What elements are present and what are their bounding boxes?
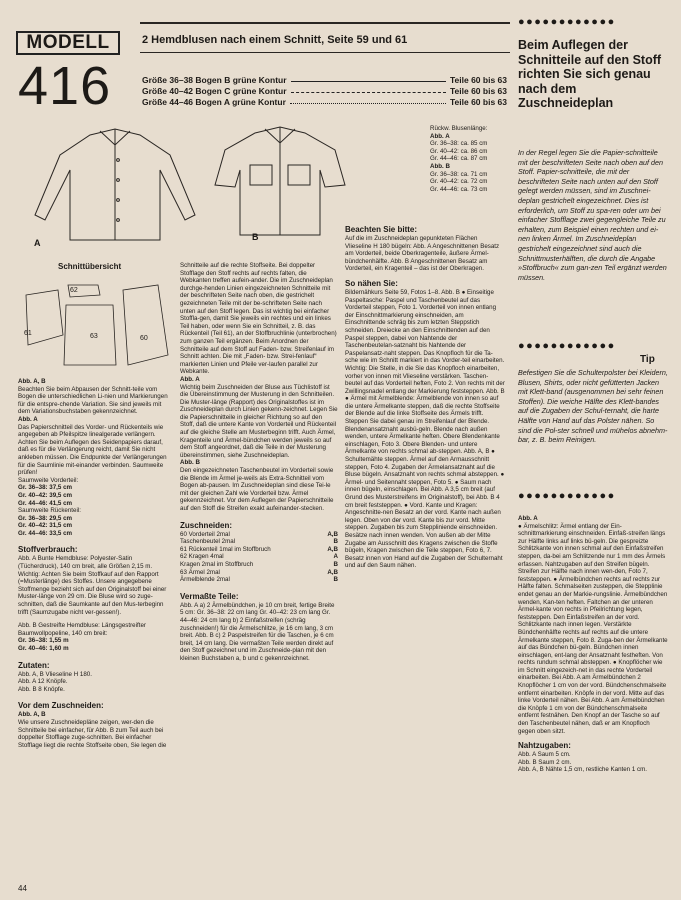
col4-naht-item: Abb. A, B Nähte 1,5 cm, restliche Kanten 1 cm. (518, 766, 647, 774)
col1-stoff-heading: Stoffverbrauch: (18, 545, 78, 555)
back-length-item: Gr. 40–42: ca. 86 cm (430, 147, 488, 155)
zus-text: 61 Rückenteil 1mal im Stoffbruch (180, 545, 271, 553)
back-length-item: Gr. 36–38: ca. 85 cm (430, 140, 488, 148)
size-label: Größe 36–38 Bogen B grüne Kontur (142, 75, 287, 85)
page-number: 44 (18, 884, 27, 893)
col1-vor-heading: Vor dem Zuschneiden: (18, 701, 104, 711)
col2-text (180, 262, 338, 663)
back-length-item: Gr. 44–46: ca. 73 cm (430, 185, 488, 193)
col2-p3: Den eingezeichneten Taschenbeutel im Vorderteil sowie die Blende im Ärmel je-weils als Extra-Schnitteil vom Bogen ab-pausen. Im Zuschneideplan sind diese Tei-le mit der gleichen Zahl wie Vorderteil bzw. Ärmel gekennzeichnet. Vor dem Auflegen der Papierschnitteile auf den Stoff die Streifen exakt aufeinander-stecken. (180, 467, 334, 512)
dot-row-mid: ●●●●●●●●●●●● (518, 340, 616, 352)
size-row (142, 97, 507, 108)
col1-vor-abb: Abb. A, B (18, 711, 46, 719)
col4-naht-item: Abb. A Saum 5 cm. (518, 751, 571, 759)
size-label: Größe 40–42 Bogen C grüne Kontur (142, 86, 287, 96)
size-row (142, 75, 507, 86)
col1-v-value: Gr. 40–42: 39,5 cm (18, 491, 73, 499)
back-length-item: Abb. A (430, 132, 450, 140)
zus-row (180, 553, 338, 561)
zus-variant: A,B (327, 568, 338, 576)
col4-text (518, 515, 668, 774)
col2-abb-a: Abb. A (180, 375, 200, 383)
title-rule-2 (140, 52, 510, 53)
zus-text: 60 Vorderteil 2mal (180, 530, 230, 538)
col4-body: ● Ärmelschlitz: Ärmel entlang der Ein-schnittmarkierung einschneiden. Einfaß-streifen längs zur Hälfte links auf links bü-geln. Die gespreizte Schlitzkante von innen schmal auf den Einfaßstreifen steppen, da-bei am Schlitzende nur 1 mm des Ärmels erfassen. Nahtzugaben auf den Streifen bügeln. Streifen zur Hälfte nach innen wen-den, Foto 7, feststeppen. ● Ärmelbündchen rechts auf rechts zur Hälfte falten. Schmalseiten zusteppen, die Stepplinie endet genau an der Markie-rungslinie. Ärmelbündchen wenden, Kan-ten heften. Faltchen an der unteren Ärmel-kante von rechts in Pfeilrichtung legen, feststeppen. Den Einfaßstreifen an der vord. Schlitzkante nach innen legen. Verstärkte Bündchenhälfte rechts auf rechts auf die untere Ärmelkante steppen, Foto 8. Zuga-ben der Ärmelkante auf das Bündchen bü-geln. Bündchen innen einschlagen, ent-lang der Ansatznaht festheften. Von rechts rundum schmal absteppen. ● Knopflöcher wie im Schnitt eingezeich-net in das rechte Vorderteil einarbeiten. Bei Abb. A am Ärmelbündchen 2 Knopflöcher 1 cm von der vord. Bündchenschmalseite entfernt einarbeiten. Knöpfe in der vord. Mitte auf das linke Vorderteil nähen. Bei Abb. A am Ärmelbündchen die Knöpfe 1 cm von der Bündchenschmalseite entfernt festnähen. Den Knopf an der Tasche so auf den Taschenbeutel nähen, daß er am Knopfloch gegen oben sitzt. (518, 522, 668, 735)
col1-r-value: Gr. 44–46: 33,5 cm (18, 529, 73, 537)
back-length-list (430, 125, 510, 193)
col1-r-value: Gr. 40–42: 31,5 cm (18, 522, 73, 530)
size-pages: Teile 60 bis 63 (449, 86, 507, 96)
col1-text (18, 378, 173, 749)
col1-zut-item: Abb. A 12 Knöpfe. (18, 678, 68, 686)
col1-b-value: Gr. 36–38: 1,55 m (18, 637, 69, 645)
part-label: 63 (90, 333, 98, 340)
col1-zut-item: Abb. B 8 Knöpfe. (18, 685, 65, 693)
col1-b-value: Gr. 40–46: 1,60 m (18, 645, 69, 652)
label-b: B (252, 232, 259, 242)
back-length-item: Rückw. Blusenlänge: (430, 125, 488, 132)
col3-naeh: Bildernähkurs Seite 59, Fotos 1–8. Abb. B ● Einseitige Paspeltasche: Paspel und Taschenbeutel auf das Vorderteil steppen, Foto 1. Vorderteil von innen entlang der Einschnittmarkierung einschneiden, am Einschnittende schräg bis zum letzten Steppstich schneiden. Dreiecke an den Einschnittenden auf den Paspel steppen, dabei von Nahtende der Taschenbeutelan-satznaht bis Nahtende der Paspelansatz-naht steppen. Das Knopfloch für die Ta-sche wie im Schnitt markiert in das Vorder-teil einarbeiten. Wichtig: Die Stelle, in die Sie das Knopfloch einarbeiten, vorher von innen mit Vlieseline verstärken. Taschen-beutel auf das Vorderteil heften, Foto 2. Von rechts mit der Zwillingsnadel entlang der Markierung feststeppen. Abb. B ● Ärmel mit Ärmelblende: Ärmelblende von innen so auf die untere Ärmelkante steppen, daß die rechte Stoffseite der Blende auf die linke Stoffseite des Ärmels trifft. Steppen Sie dabei genau im Streifenlauf der Blende. Blendenansatznaht ausbü-geln. Blende nach außen wenden, untere Ärmelkante heften. Obere Blendenkante einschlagen, Foto 3. Obere Blenden- und untere Ärmelkante von rechts schmal ab-steppen. Abb. A, B ● Schultemähte steppen. Ärmel auf den Armausschnitt steppen, Foto 4. Zugaben der Ärmelansatznaht auf die Bluse bügeln. Ansatznaht von rechts schmal absteppen. ● Ärmel- und Seitennaht steppen, Foto 5. ● Saum nach innen bügeln, einschlagen. Bei Abb. A 3,5 cm breit (auf Grund des Musterstreifens im Originalstoff), bei Abb. B 4 cm breit feststeppen. ● Vord. Kante und Kragen: Angeschnitte-nen Besatz an der vord. Kante nach außen legen. Oben von der vord. Kante bis zur vord. Mitte steppen. Zugaben bis zum Steppliniende einschneiden. Besätze nach innen wenden. Von außen ab der Mitte Zugabe am Ausschnitt des Kragens zwischen die Stoffe bügeln, Kragen zwischen die Teile steppen, Foto 6, 7. Besatz innen von Hand auf die Zugaben der Schulternaht und auf den Saum nähen. (345, 288, 505, 570)
col1-saum-v: Saumweite Vorderteil: (18, 476, 79, 484)
title-rule (140, 22, 510, 24)
back-length-item: Gr. 40–42: ca. 72 cm (430, 178, 488, 186)
zus-row (180, 561, 338, 569)
col1-saum-r: Saumweite Rückenteil: (18, 507, 81, 515)
col2-zus-heading: Zuschneiden: (180, 520, 233, 530)
label-a: A (34, 238, 41, 248)
zus-text: Ärmelblende 2mal (180, 576, 230, 584)
col3-beach: Auf die im Zuschneideplan gepunkteten Flächen Vlieseline H 180 bügeln: Abb. A Angeschnittenen Besatz am Vorderteil, beide Oberkragenteile, äußere Ärmel-bündchenhälfte. Abb. B Angeschnittenen Besatz am Vorderteil, ein Kragenteil – das ist der Oberkragen. (345, 235, 500, 273)
zus-text: 63 Ärmel 2mal (180, 568, 220, 576)
col3-text (345, 225, 505, 570)
col2-verm-heading: Vermaßte Teile: (180, 591, 239, 601)
dot-row-bottom: ●●●●●●●●●●●● (518, 490, 616, 502)
col1-zut-heading: Zutaten: (18, 660, 50, 670)
col1-zut-item: Abb. A, B Vlieseline H 180. (18, 670, 92, 678)
col1-stoff-a: Abb. A Bunte Hemdbluse: Polyester-Satin (Tücherdruck), 140 cm breit, alle Größen 2,15 m. Wichtig: Achten Sie beim Stoffkauf auf den Rapport (=Musterlänge) des Stoffes. Unsere angegebene Stoffmenge bezieht sich auf den Originalstoff bei einer Muster-länge von 29 cm. Die Bluse wird so zuge-schnitten, daß die Saumkante auf den Mus-terbeginn trifft (Saumzugabe nicht ver-gessen!). (18, 555, 167, 616)
col1-body: Das Papierschnitteil des Vorder- und Rückenteils wie angegeben ab Pfeilspitze linealgerade verlängern. Achten Sie beim Auflegen des Seidenpapiers darauf, daß es für die Verlängerung reicht, damit Sie nicht ankleben müssen. Die Endpunkte der Verlängerungen für die Saumlinie mit-einander verbinden. Saumweite prüfen! (18, 423, 167, 477)
col3-beach-heading: Beachten Sie bitte: (345, 225, 418, 234)
col1-stoff-b: Abb. B Gestreifte Hemdbluse: Längsgestreifter Baumwollpopeline, 140 cm breit: (18, 622, 146, 637)
col1-v-value: Gr. 36–38: 37,5 cm (18, 484, 73, 492)
zus-row (180, 546, 338, 554)
col2-abb-b: Abb. B (180, 459, 200, 467)
zus-variant: A,B (327, 530, 338, 538)
size-label: Größe 44–46 Bogen A grüne Kontur (142, 97, 286, 107)
model-number: 416 (18, 56, 112, 116)
col1-vor: Wie unsere Zuschneidepläne zeigen, wer-den die Schnitteile bei einfacher, für Abb. B zum Teil auch bei doppelter Stofflage zuge-schnitten. Bei einfacher Stofflage liegt die rechte Stoffseite oben, Sie legen die (18, 718, 167, 749)
zus-variant: B (333, 538, 338, 546)
part-label: 61 (24, 330, 32, 337)
col2-p1: Schnitteile auf die rechte Stoffseite. Bei doppelter Stofflage den Stoff rechts auf rechts falten, die Webkanten treffen aufein-ander. Die im Zuschneideplan durchge-henden Linien eingezeichneten Schnitteile mit der beschrifteten Seite nach oben, die gestrichelt gezeichneten Teile mit der be-schrifteten Seite nach unten auf den Stoff legen. Das ist wichtig bei einfacher Stoffla-gen, damit Sie jeweils ein rechtes und ein linkes Teil haben, oder wenn Sie ein Schnitteil, z. B. das Rückenteil (Teil 61), an der Stoffbruchlinie (unterbrochen) zum ganzen Teil ergänzen. Beim Anordnen der Schnitteile auf dem Stoff auf Faden- bzw. Streifenlauf im Schnitt achten. Die mit „Faden- bzw. Strei-fenlauf“ markierten Linien und Pfeile ver-laufen parallel zur Webkante. (180, 262, 337, 376)
zus-variant: A (333, 553, 338, 561)
col2-p2: Wichtig beim Zuschneiden der Bluse aus Tüchlistoff ist die Übereinstimmung der Musterung in den Schnitteilen. Die Muster-länge (Rapport) des Originalstoffes ist im Zuschneideplan durch Linien gekenn-zeichnet. Legen Sie die Papierschnitteile in gleicher Richtung so auf den Stoff, daß die untere Kante von Vorderteil und Rückenteil auf die gleiche Stelle am Musterbeginn trifft. Auch Ärmel, Kragenteile und Ärmel-bündchen werden jeweils so auf dem Stoff angeordnet, daß die Teile in der Musterung übereinstimmen, siehe Zuschneideplan. (180, 383, 338, 459)
zus-variant: B (333, 560, 338, 568)
size-pages: Teile 60 bis 63 (449, 97, 507, 107)
dot-row-top: ●●●●●●●●●●●● (518, 16, 616, 28)
back-length-item: Gr. 44–46: ca. 87 cm (430, 155, 488, 163)
zus-row (180, 531, 338, 539)
tip-heading: Tip (640, 354, 655, 365)
col1-abb: Abb. A, B (18, 378, 46, 385)
zus-variant: A,B (327, 545, 338, 553)
col1-intro: Beachten Sie beim Abpausen der Schnitt-teile vom Bogen die unterschiedlichen Li-nien und Markierungen für die entspre-chende Variation. Sie sind jeweils mit dem Variationsbuchstaben gekennzeichnet. (18, 385, 168, 416)
col1-r-value: Gr. 36–38: 29,5 cm (18, 514, 73, 522)
col4-intro: In der Regel legen Sie die Papier-schnitteile mit der beschrifteten Seite nach oben auf den Stoff. Papier-schnitteile, die mit der beschrifteten Seite nach unten auf den Stoff gelegt werden müssen, sind im Zuschnei-deplan gestrichelt eingezeichnet. Dies ist erforderlich, um Stoff zu spa-ren oder um bei einfacher Stofflage zwei gegengleiche Teile zu erhalten, zum Beispiel einen rechten und ei-nen linken Ärmel. Im Zuschneideplan gestrichelt eingezeichnet sind auch die Schnittmusterhälften, die durch die Angabe »Stoffbruch« zum gan-zen Teil ergänzt werden müssen. (518, 148, 667, 282)
col1-abb-a: Abb. A (18, 415, 38, 423)
zus-row (180, 538, 338, 546)
zus-text: Taschenbeutel 2mal (180, 538, 236, 546)
tip-text: Befestigen Sie die Schulterpolster bei Kleidern, Blusen, Shirts, oder nicht gefütterten Jacken mit Klett-band (ausgenommen bei sehr feinen Stoffen). Die weiche Hälfte des Klett-bandes auf die Zugaben der Schul-ternaht, die harte Hälfte von Hand auf das Polster nähen. So sind die Pol-ster schnell und mühelos abnehm-bar, z. B. beim Reinigen. (518, 368, 668, 445)
col4-naht-item: Abb. B Saum 2 cm. (518, 758, 572, 766)
col4-abb-a: Abb. A (518, 515, 538, 522)
col2-verm: Abb. A a) 2 Ärmelbündchen, je 10 cm breit, fertige Breite 5 cm: Gr. 36–38: 22 cm lang Gr. 40–42: 23 cm lang Gr. 44–46: 24 cm lang b) 2 Einfaßstreifen (schräg zuschneiden!) für die Ärmelschlitze, je 16 cm lang, 3 cm breit. Abb. B c) 2 Paspelstreifen für die Taschen, je 6 cm breit, 14 cm lang. Die vermaßten Teile werden direkt auf den Stoff gezeichnet und im Zuschneide-plan mit den kleinen Buchstaben a, b und c gekennzeichnet. (180, 601, 335, 662)
zus-text: Kragen 2mal im Stoffbruch (180, 560, 254, 568)
part-label: 60 (140, 335, 148, 342)
size-pages: Teile 60 bis 63 (449, 75, 507, 85)
size-table (142, 75, 507, 108)
col4-heading: Beim Auflegen der Schnitteile auf den Stoff richten Sie sich genau nach dem Zuschneideplan (518, 38, 662, 110)
back-length-item: Abb. B (430, 162, 450, 170)
page-title: 2 Hemdblusen nach einem Schnitt, Seite 59 und 61 (142, 34, 408, 46)
col4-naht-heading: Nahtzugaben: (518, 741, 571, 751)
zus-variant: B (333, 576, 338, 584)
back-length-item: Gr. 36–38: ca. 71 cm (430, 170, 488, 178)
part-label: 62 (70, 287, 78, 294)
pattern-overview (18, 275, 178, 375)
zus-row (180, 576, 338, 584)
size-row (142, 86, 507, 97)
col1-v-value: Gr. 44–46: 41,5 cm (18, 499, 73, 507)
modell-label: MODELL (16, 31, 120, 55)
schnitt-heading: Schnittübersicht (58, 262, 122, 271)
col3-naeh-heading: So nähen Sie: (345, 278, 398, 288)
zus-text: 62 Kragen 4mal (180, 553, 224, 561)
zus-row (180, 569, 338, 577)
